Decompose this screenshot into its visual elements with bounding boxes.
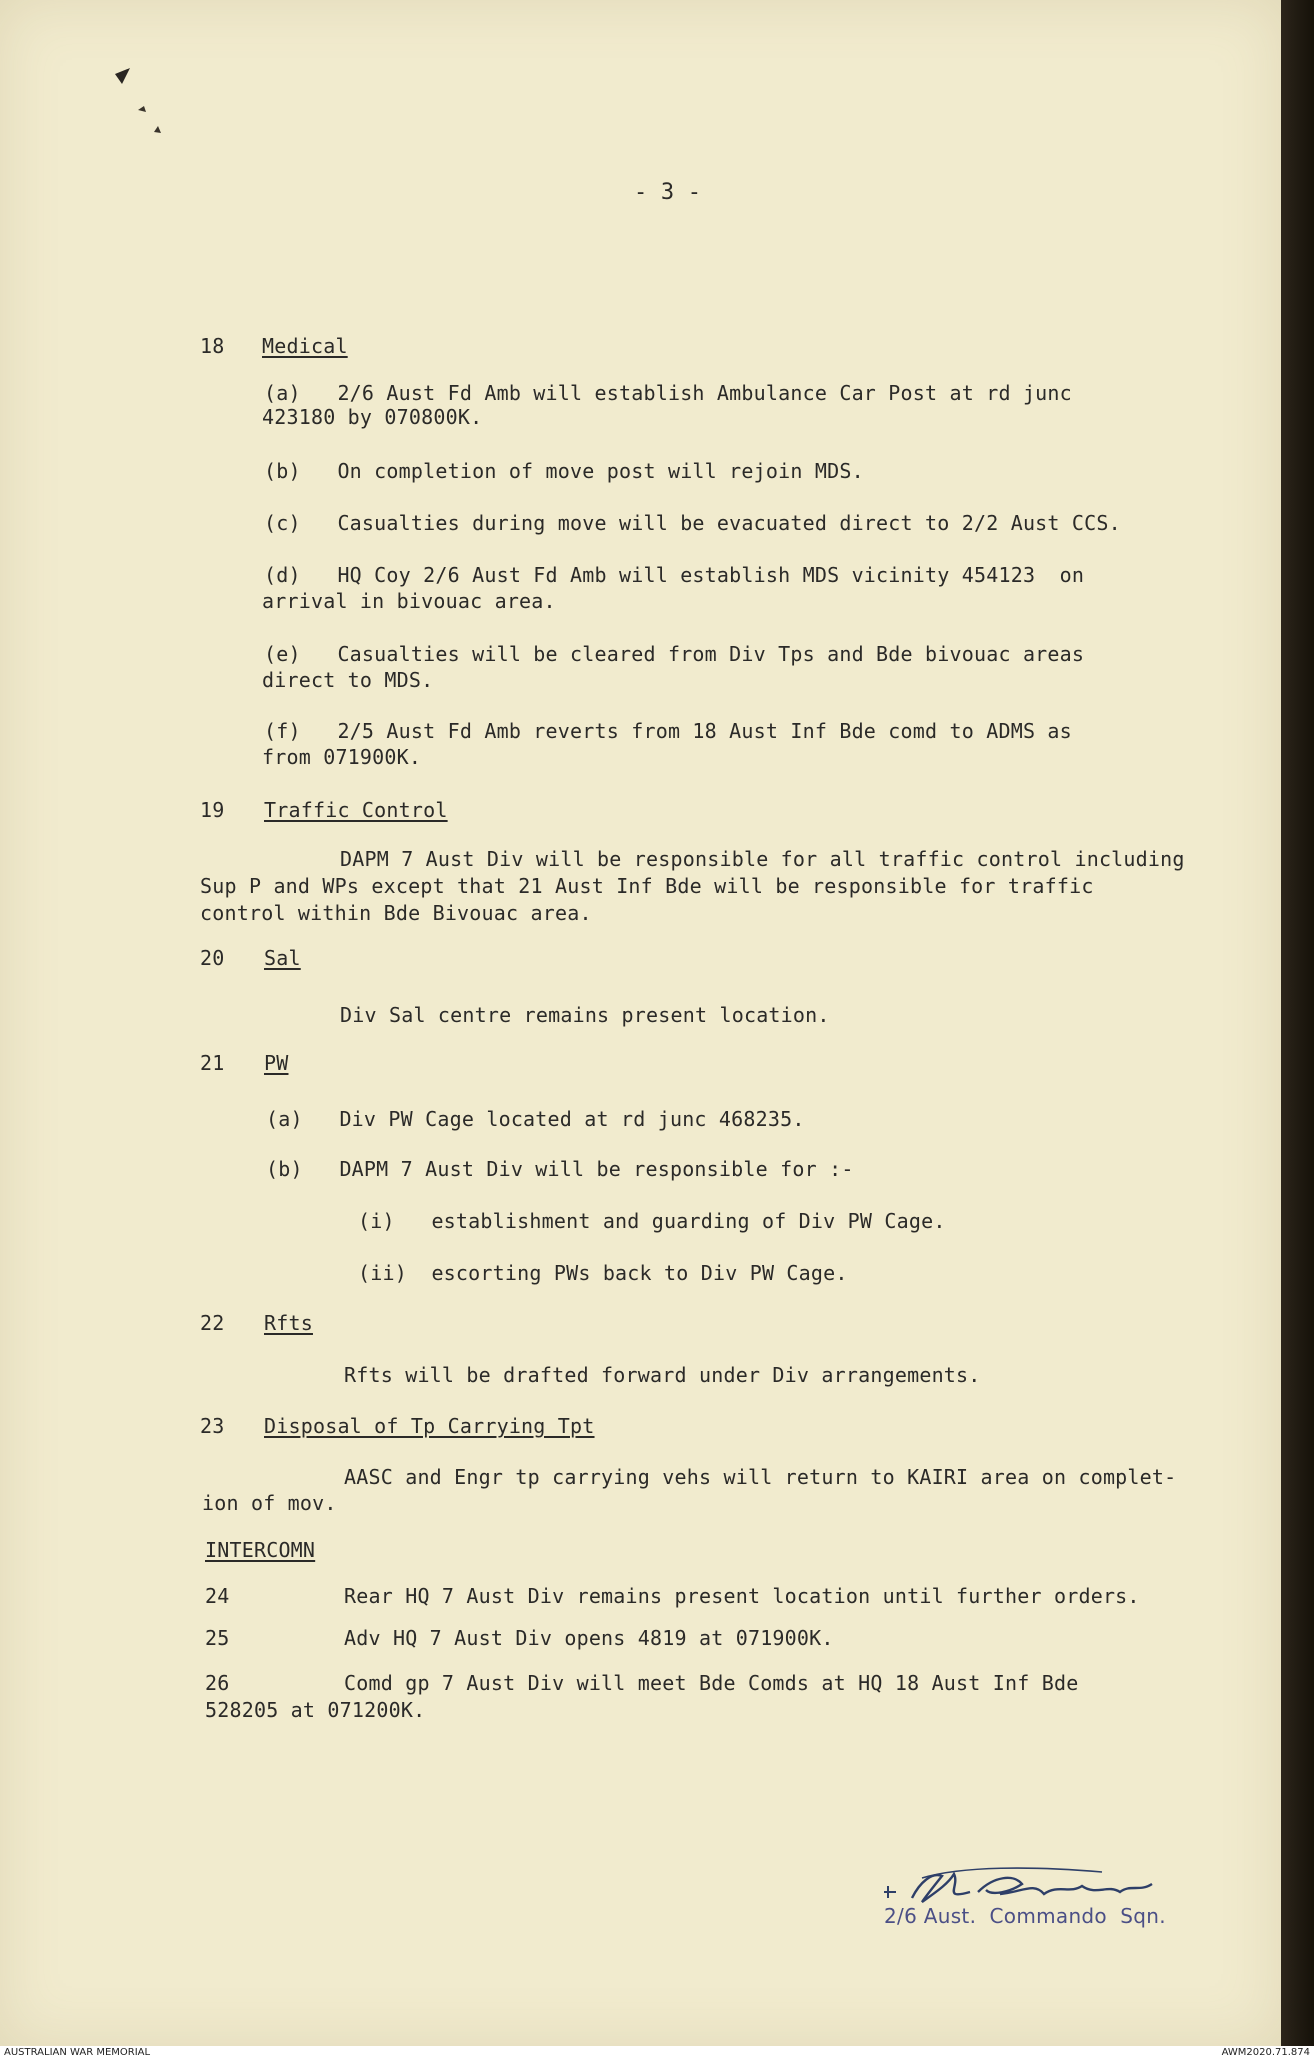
section-18-item-f-cont: from 071900K.: [262, 745, 422, 769]
section-18-item-a-cont: 423180 by 070800K.: [262, 405, 483, 429]
section-18-item-d: (d) HQ Coy 2/6 Aust Fd Amb will establish MDS vicinity 454123 on: [264, 563, 1085, 587]
section-18-number: 18: [200, 334, 225, 358]
para-24-number: 24: [205, 1584, 230, 1608]
para-25-number: 25: [205, 1626, 230, 1650]
section-19-heading: Traffic Control: [264, 798, 448, 822]
section-20-number: 20: [200, 946, 225, 970]
section-23-line-2: ion of mov.: [202, 1491, 337, 1515]
section-18-item-f: (f) 2/5 Aust Fd Amb reverts from 18 Aust Inf Bde comd to ADMS as: [264, 719, 1072, 743]
section-23-line-1: AASC and Engr tp carrying vehs will return to KAIRI area on complet-: [344, 1465, 1177, 1489]
section-23-number: 23: [200, 1414, 225, 1438]
section-18-item-d-cont: arrival in bivouac area.: [262, 589, 556, 613]
intercomn-heading: INTERCOMN: [205, 1538, 316, 1562]
para-24-text: Rear HQ 7 Aust Div remains present location until further orders.: [344, 1584, 1140, 1608]
para-26-text-cont: 528205 at 071200K.: [205, 1698, 426, 1722]
footer-archive-name: AUSTRALIAN WAR MEMORIAL: [4, 2047, 151, 2058]
archive-footer: [0, 2046, 1314, 2061]
section-18-item-e: (e) Casualties will be cleared from Div Tps and Bde bivouac areas: [264, 642, 1085, 666]
page-number: - 3 -: [634, 180, 702, 205]
section-19-line-2: Sup P and WPs except that 21 Aust Inf Bde will be responsible for traffic: [200, 874, 1094, 898]
section-21-item-b: (b) DAPM 7 Aust Div will be responsible for :-: [266, 1157, 854, 1181]
section-19-number: 19: [200, 798, 225, 822]
footer-accession-number: AWM2020.71.874: [1221, 2047, 1310, 2058]
section-18-heading: Medical: [262, 334, 348, 358]
section-21-item-ii: (ii) escorting PWs back to Div PW Cage.: [358, 1261, 848, 1285]
section-22-line-1: Rfts will be drafted forward under Div arrangements.: [344, 1363, 981, 1387]
section-19-line-3: control within Bde Bivouac area.: [200, 901, 592, 925]
scan-edge-shadow: [1281, 0, 1314, 2046]
punch-hole-marks: [110, 62, 180, 142]
section-22-heading: Rfts: [264, 1311, 313, 1335]
section-23-heading: Disposal of Tp Carrying Tpt: [264, 1414, 595, 1438]
section-18-item-c: (c) Casualties during move will be evacuated direct to 2/2 Aust CCS.: [264, 511, 1121, 535]
section-18-item-e-cont: direct to MDS.: [262, 668, 434, 692]
para-25-text: Adv HQ 7 Aust Div opens 4819 at 071900K.: [344, 1626, 834, 1650]
section-21-item-a: (a) Div PW Cage located at rd junc 468235.: [266, 1107, 805, 1131]
section-21-number: 21: [200, 1051, 225, 1075]
section-18-item-a: (a) 2/6 Aust Fd Amb will establish Ambulance Car Post at rd junc: [264, 381, 1072, 405]
section-22-number: 22: [200, 1311, 225, 1335]
section-20-heading: Sal: [264, 946, 301, 970]
section-19-line-1: DAPM 7 Aust Div will be responsible for all traffic control including: [340, 847, 1185, 871]
para-26-text: Comd gp 7 Aust Div will meet Bde Comds at HQ 18 Aust Inf Bde: [344, 1671, 1079, 1695]
section-20-line-1: Div Sal centre remains present location.: [340, 1003, 830, 1027]
para-26-number: 26: [205, 1671, 230, 1695]
section-21-item-i: (i) establishment and guarding of Div PW Cage.: [358, 1209, 946, 1233]
section-21-heading: PW: [264, 1051, 289, 1075]
section-18-item-b: (b) On completion of move post will rejoin MDS.: [264, 459, 864, 483]
unit-stamp: 2/6 Aust. Commando Sqn.: [884, 1904, 1166, 1928]
